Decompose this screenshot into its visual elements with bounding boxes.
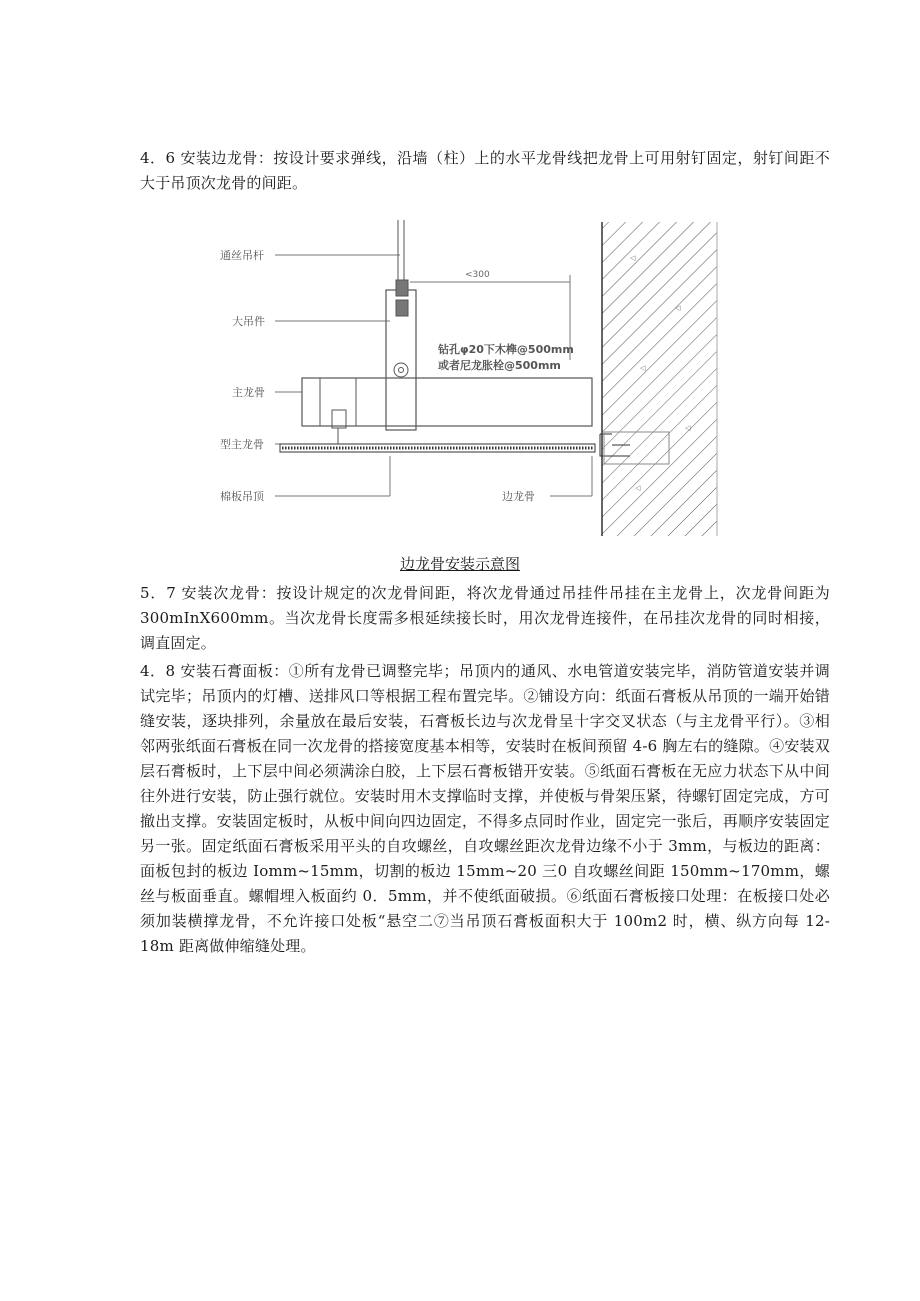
label-main-keel: 主龙骨 <box>232 386 265 399</box>
svg-text:◁: ◁ <box>675 304 681 312</box>
ceiling-board-strip <box>280 428 595 452</box>
note-line-2: 或者尼龙胀栓@500mm <box>438 359 561 372</box>
paragraph-5-7: 5．7 安装次龙骨：按设计规定的次龙骨间距，将次龙骨通过吊挂件吊挂在主龙骨上，次龙骨间距为 300mInX600mm。当次龙骨长度需多根延续接长时，用次龙骨连接件，在吊挂次龙骨的同时相接，调直固定。 <box>140 584 830 652</box>
note-line-1: 钻孔φ20下木榫@500mm <box>438 343 574 356</box>
leader-lines <box>275 255 592 496</box>
paragraph-4-6: 4．6 安装边龙骨：按设计要求弹线，沿墙（柱）上的水平龙骨线把龙骨上可用射钉固定，射钉间距不大于吊顶次龙骨的间距。 <box>140 149 830 192</box>
main-keel-profile <box>302 378 592 428</box>
svg-text:◁: ◁ <box>685 424 691 432</box>
label-board: 棉板吊顶 <box>220 490 264 503</box>
figure-caption <box>0 553 920 575</box>
svg-text:◁: ◁ <box>635 484 641 492</box>
label-rod: 通丝吊杆 <box>220 249 264 262</box>
figure-caption-text: 边龙骨安装示意图 <box>399 555 520 573</box>
label-t-keel: 型主龙骨 <box>220 438 264 451</box>
wall-section <box>602 222 717 536</box>
paragraph-4-8: 4．8 安装石膏面板：①所有龙骨已调整完毕；吊顶内的通风、水电管道安装完毕，消防管道安装并调试完毕；吊顶内的灯槽、送排风口等根据工程布置完毕。②铺设方向：纸面石膏板从吊顶的一端开始错缝安装，逐块排列，余量放在最后安装，石膏板长边与次龙骨呈十字交叉状态（与主龙骨平行）。③相邻两张纸面石膏板在同一次龙骨的搭接宽度基本相等，安装时在板间预留 4-6 胸左右的缝隙。④安装双层石膏板时，上下层中间必须满涂白胶，上下层石膏板错开安装。⑤纸面石膏板在无应力状态下从中间往外进行安装，防止强行就位。安装时用木支撑临时支撑，并使板与骨架压紧，待螺钉固定完成，方可撤出支撑。安装固定板时，从板中间向四边固定，不得多点同时作业，固定完一张后，再顺序安装固定另一张。固定纸面石膏板采用平头的自攻螺丝，自攻螺丝距次龙骨边缘不小于 3mm，与板边的距离：面板包封的板边 Iomm~15mm，切割的板边 15mm~20 三0 自攻螺丝间距 150mm~170mm，螺丝与板面垂直。螺帽埋入板面约 0．5mm，并不使纸面破损。⑥纸面石膏板接口处理：在板接口处必须加装横撑龙骨，不允许接口处板“悬空二⑦当吊顶石膏板面积大于 100m2 时，横、纵方向每 12-18m 距离做伸缩缝处理。 <box>140 662 830 955</box>
edge-keel-diagram <box>220 220 720 540</box>
svg-text:<300: <300 <box>465 270 490 280</box>
label-hanger: 大吊件 <box>232 315 265 328</box>
rod-and-hanger <box>386 220 416 430</box>
label-edge-keel: 边龙骨 <box>502 490 535 503</box>
svg-text:◁: ◁ <box>640 364 646 372</box>
svg-text:◁: ◁ <box>630 254 636 262</box>
diagram-svg <box>220 220 720 540</box>
